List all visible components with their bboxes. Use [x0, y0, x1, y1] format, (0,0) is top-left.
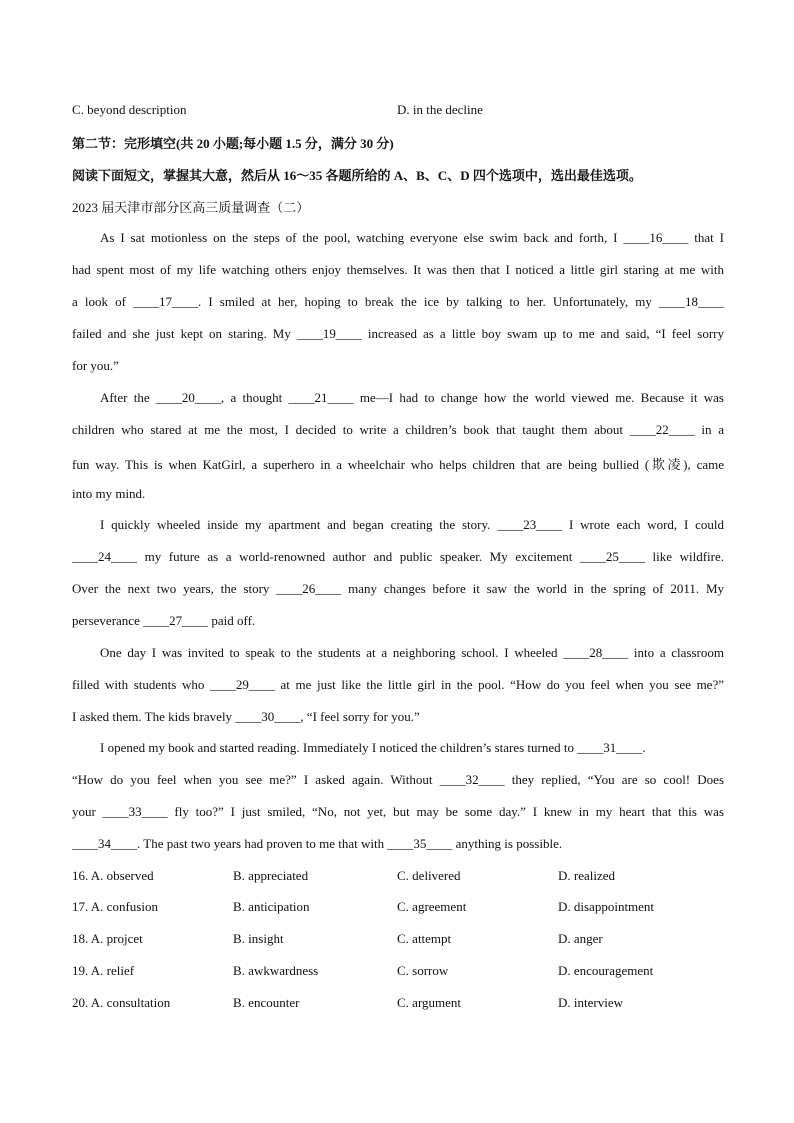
passage-line: One day I was invited to speak to the students at a neighboring school. I wheeled ____28____ into a classroom: [100, 645, 724, 660]
question-17-option-c: C. agreement: [397, 899, 467, 914]
option-c-beyond-description: C. beyond description: [72, 102, 187, 117]
question-16-option-d: D. realized: [558, 868, 616, 883]
passage-line: fun way. This is when KatGirl, a superhero in a wheelchair who helps children that are being bullied (欺凌), came: [72, 457, 724, 472]
question-18-option-a: 18. A. projcet: [72, 931, 143, 946]
section-instruction: 阅读下面短文，掌握其大意，然后从 16～35 各题所给的 A、B、C、D 四个选项中，选出最佳选项。: [72, 168, 642, 183]
passage-line: ____34____. The past two years had proven to me that with ____35____ anything is possible.: [72, 836, 563, 851]
passage-line: ____24____ my future as a world-renowned author and public speaker. My excitement ____25____ like wildfire.: [72, 549, 724, 564]
question-18-option-d: D. anger: [558, 931, 603, 946]
passage-line: I asked them. The kids bravely ____30____, “I feel sorry for you.”: [72, 709, 420, 724]
question-19-option-b: B. awkwardness: [233, 963, 319, 978]
question-16-option-c: C. delivered: [397, 868, 461, 883]
passage-line: After the ____20____, a thought ____21____ me—I had to change how the world viewed me. Because it was: [100, 390, 724, 405]
passage-line: had spent most of my life watching others enjoy themselves. It was then that I noticed a little girl staring at me with: [72, 262, 724, 277]
passage-line: failed and she just kept on staring. My ____19____ increased as a little boy swam up to me and said, “I feel sorry: [72, 326, 724, 341]
question-19-option-a: 19. A. relief: [72, 963, 135, 978]
option-d-in-the-decline: D. in the decline: [397, 102, 483, 117]
passage-line: perseverance ____27____ paid off.: [72, 613, 256, 628]
question-18-option-b: B. insight: [233, 931, 284, 946]
question-20-option-d: D. interview: [558, 995, 623, 1010]
passage-line: filled with students who ____29____ at me just like the little girl in the pool. “How do you feel when you see me?”: [72, 677, 724, 692]
passage-line: I quickly wheeled inside my apartment and began creating the story. ____23____ I wrote each word, I could: [100, 517, 724, 532]
question-18-option-c: C. attempt: [397, 931, 452, 946]
passage-line: I opened my book and started reading. Immediately I noticed the children’s stares turned to ____31____.: [100, 740, 646, 755]
question-17-option-a: 17. A. confusion: [72, 899, 158, 914]
passage-line: Over the next two years, the story ____26____ many changes before it saw the world in the spring of 2011. My: [72, 581, 724, 596]
passage-source: 2023 届天津市部分区高三质量调查（二）: [72, 200, 310, 215]
question-16-option-b: B. appreciated: [233, 868, 309, 883]
question-17-option-b: B. anticipation: [233, 899, 310, 914]
question-20-option-a: 20. A. consultation: [72, 995, 171, 1010]
question-20-option-b: B. encounter: [233, 995, 300, 1010]
question-20-option-c: C. argument: [397, 995, 462, 1010]
section-heading: 第二节：完形填空(共 20 小题;每小题 1.5 分，满分 30 分): [72, 136, 394, 151]
passage-line: your ____33____ fly too?” I just smiled, “No, not yet, but may be some day.” I knew in my heart that this was: [72, 804, 724, 819]
question-16-option-a: 16. A. observed: [72, 868, 154, 883]
passage-line: into my mind.: [72, 486, 146, 501]
question-17-option-d: D. disappointment: [558, 899, 655, 914]
passage-line: As I sat motionless on the steps of the pool, watching everyone else swim back and forth, I ____16____ that I: [100, 230, 724, 245]
passage-line: a look of ____17____. I smiled at her, hoping to break the ice by talking to her. Unfortunately, my ____18____: [72, 294, 724, 309]
passage-line: for you.”: [72, 358, 119, 373]
passage-line: “How do you feel when you see me?” I asked again. Without ____32____ they replied, “You are so cool! Does: [72, 772, 724, 787]
question-19-option-c: C. sorrow: [397, 963, 449, 978]
passage-line: children who stared at me the most, I decided to write a children’s book that taught them about ____22____ in a: [72, 422, 724, 437]
question-19-option-d: D. encouragement: [558, 963, 654, 978]
